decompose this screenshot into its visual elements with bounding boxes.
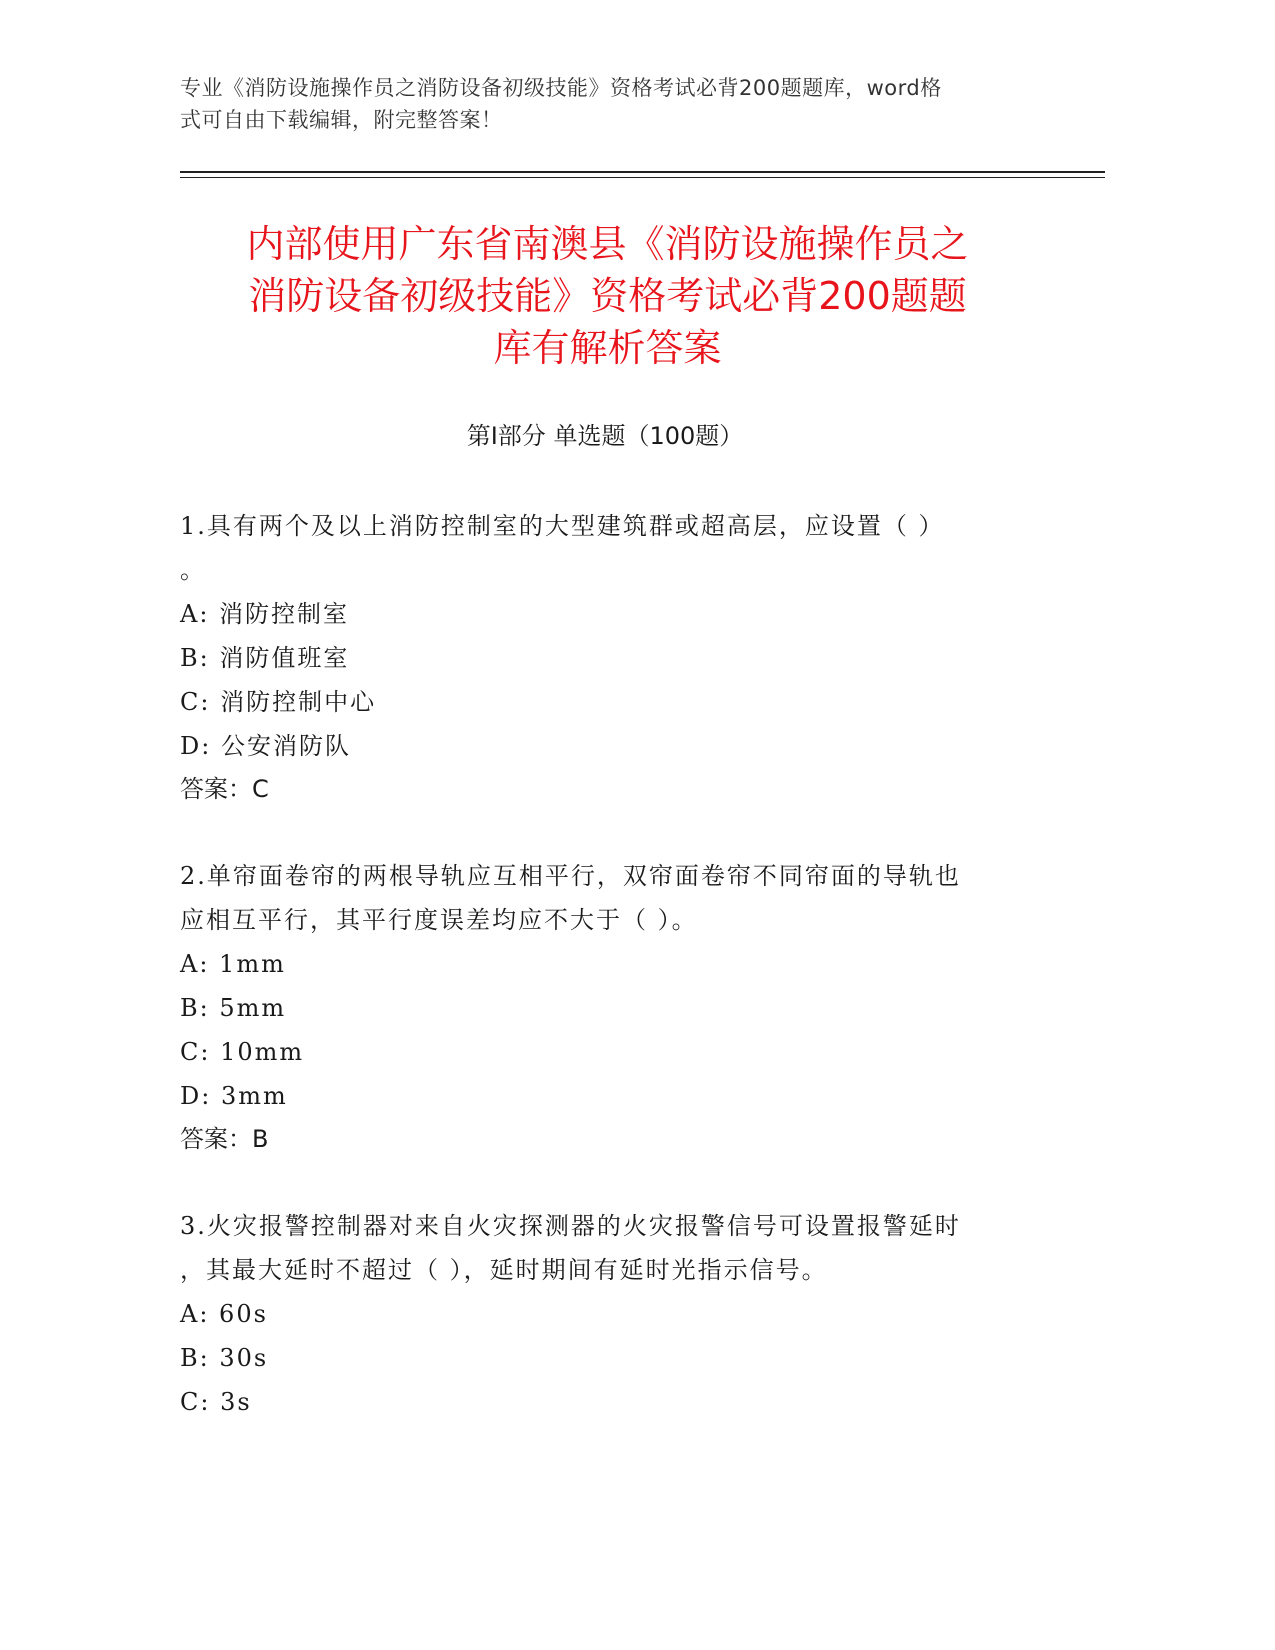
option-a: A: 60s (180, 1300, 268, 1328)
question-list (180, 504, 1030, 1468)
section-title: 第Ⅰ部分 单选题（100题） (466, 422, 744, 450)
header-divider-thick (180, 171, 1105, 173)
option-c: C: 10mm (180, 1038, 305, 1066)
question-stem-line-2: 应相互平行，其平行度误差均应不大于（ ）。 (180, 906, 698, 934)
header-divider-thin (180, 177, 1105, 178)
document-title-line-1: 内部使用广东省南澳县《消防设施操作员之 (246, 222, 969, 266)
header-note-line-1: 专业《消防设施操作员之消防设备初级技能》资格考试必背200题题库，word格 (180, 76, 942, 100)
question-2 (180, 854, 1030, 1160)
answer-label: 答案：C (180, 775, 269, 803)
question-stem-line-2: ，其最大延时不超过（ ），延时期间有延时光指示信号。 (180, 1256, 828, 1284)
option-b: B: 5mm (180, 994, 287, 1022)
question-stem-line-1: 3.火灾报警控制器对来自火灾探测器的火灾报警信号可设置报警延时 (180, 1212, 961, 1240)
header-note-line-2: 式可自由下载编辑，附完整答案！ (180, 108, 503, 132)
option-a: A: 消防控制室 (180, 600, 350, 628)
document-title (170, 218, 1045, 374)
option-a: A: 1mm (180, 950, 286, 978)
question-stem-line-2: 。 (180, 556, 206, 584)
option-d: D: 公安消防队 (180, 732, 351, 760)
question-stem-line-1: 2.单帘面卷帘的两根导轨应互相平行，双帘面卷帘不同帘面的导轨也 (180, 862, 961, 890)
document-title-line-2: 消防设备初级技能》资格考试必背200题题 (248, 274, 967, 318)
option-d: D: 3mm (180, 1082, 288, 1110)
option-c: C: 3s (180, 1388, 252, 1416)
question-3 (180, 1204, 1030, 1424)
header-note (180, 72, 1030, 136)
option-c: C: 消防控制中心 (180, 688, 377, 716)
question-stem-line-1: 1.具有两个及以上消防控制室的大型建筑群或超高层，应设置（ ） (180, 512, 945, 540)
document-title-line-3: 库有解析答案 (493, 326, 722, 370)
option-b: B: 消防值班室 (180, 644, 350, 672)
option-b: B: 30s (180, 1344, 269, 1372)
question-1 (180, 504, 1030, 810)
answer-label: 答案：B (180, 1125, 269, 1153)
